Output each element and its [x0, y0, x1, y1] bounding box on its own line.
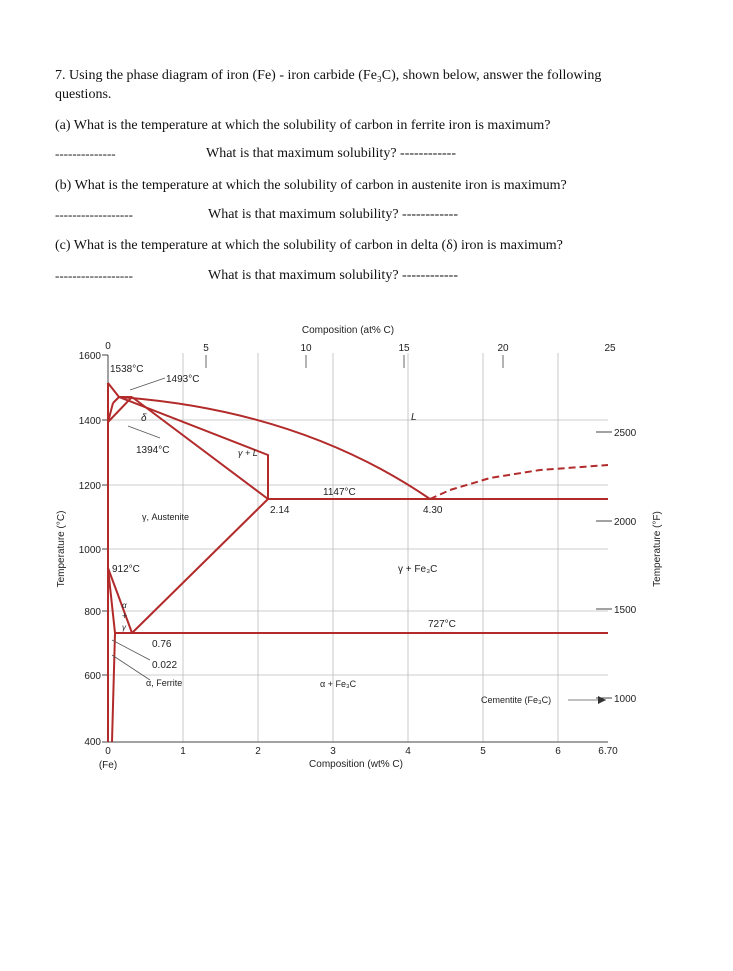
- top-tick-label: 0: [105, 341, 111, 352]
- right-tick-label: 2000: [614, 517, 637, 528]
- question-b: (b) What is the temperature at which the solubility of carbon in austenite iron is maximum?: [55, 178, 567, 193]
- right-tick-labels: [614, 428, 637, 705]
- left-tick-label: 1600: [78, 351, 101, 362]
- label-alpha-fe3c: α + Fe₃C: [320, 679, 357, 689]
- right-axis-title: Temperature (°F): [652, 511, 663, 587]
- left-tick-label: 1200: [78, 481, 101, 492]
- followup-c: What is that maximum solubility? ------------: [208, 268, 458, 283]
- top-tick-label: 15: [398, 343, 410, 354]
- bottom-tick-labels: [105, 746, 618, 757]
- label-0022: 0.022: [152, 660, 178, 671]
- bottom-axis-title: Composition (wt% C): [309, 759, 403, 770]
- bottom-tick-label: 6.70: [598, 746, 618, 757]
- label-430: 4.30: [423, 505, 443, 516]
- label-alpha-small: α: [122, 601, 127, 610]
- bottom-tick-label: 0: [105, 746, 111, 757]
- label-gamma-fe3c: γ + Fe₃C: [398, 564, 438, 575]
- left-tick-label: 1000: [78, 545, 101, 556]
- top-tick-labels: [105, 341, 616, 354]
- label-austenite: γ, Austenite: [142, 512, 190, 522]
- label-1147: 1147°C: [323, 487, 356, 498]
- label-delta: δ: [141, 413, 147, 424]
- label-912: 912°C: [112, 564, 140, 575]
- leader-lines: [112, 378, 606, 700]
- label-gamma-liquid: γ + L: [238, 448, 258, 458]
- label-ferrite: α, Ferrite: [146, 678, 183, 688]
- followup-b: What is that maximum solubility? ------------: [208, 207, 458, 222]
- left-tick-label: 1400: [78, 416, 101, 427]
- right-ticks: [596, 432, 612, 698]
- label-727: 727°C: [428, 619, 456, 630]
- top-tick-label: 20: [497, 343, 509, 354]
- left-tick-label: 800: [84, 607, 101, 618]
- left-tick-label: 400: [84, 737, 101, 748]
- right-tick-label: 1000: [614, 694, 637, 705]
- top-tick-label: 25: [604, 343, 616, 354]
- answer-blank-c: ------------------: [55, 268, 133, 283]
- label-214: 2.14: [270, 505, 290, 516]
- label-1493: 1493°C: [166, 374, 200, 385]
- bottom-tick-label: 1: [180, 746, 186, 757]
- top-ticks: [108, 355, 503, 368]
- answer-blank-b: ------------------: [55, 207, 133, 222]
- bottom-tick-label: 5: [480, 746, 486, 757]
- bottom-tick-label: 2: [255, 746, 261, 757]
- bottom-origin-label: (Fe): [98, 760, 118, 771]
- right-tick-label: 2500: [614, 428, 637, 439]
- left-axis-title: Temperature (°C): [56, 510, 67, 588]
- top-tick-label: 5: [203, 343, 209, 354]
- question-a: (a) What is the temperature at which the solubility of carbon in ferrite iron is maximum?: [55, 118, 551, 133]
- top-tick-label: 10: [300, 343, 312, 354]
- region-labels: [110, 364, 551, 705]
- label-1538: 1538°C: [110, 364, 144, 375]
- followup-a: What is that maximum solubility? ------------: [206, 146, 456, 161]
- grid: [108, 353, 608, 742]
- arrow-marker: [598, 696, 606, 704]
- extrapolated-liquidus: [430, 465, 608, 499]
- label-cementite: Cementite (Fe₃C): [481, 695, 552, 705]
- label-plus: +: [122, 611, 128, 621]
- left-tick-labels: [79, 351, 102, 748]
- question-intro: 7. Using the phase diagram of iron (Fe) - iron carbide (Fe₃C), shown below, answer the following questions.: [55, 68, 602, 102]
- top-axis-title: Composition (at% C): [301, 325, 395, 336]
- answer-blank-a: --------------: [55, 146, 116, 161]
- left-tick-label: 600: [84, 671, 101, 682]
- bottom-tick-label: 6: [555, 746, 561, 757]
- bottom-tick-label: 3: [330, 746, 336, 757]
- bottom-tick-label: 4: [405, 746, 411, 757]
- right-tick-label: 1500: [614, 605, 637, 616]
- label-076: 0.76: [152, 639, 172, 650]
- label-gamma-small: γ: [122, 623, 126, 632]
- label-1394: 1394°C: [136, 445, 170, 456]
- label-liquid: L: [411, 412, 417, 423]
- question-c: (c) What is the temperature at which the solubility of carbon in delta (δ) iron is maximum?: [55, 238, 563, 253]
